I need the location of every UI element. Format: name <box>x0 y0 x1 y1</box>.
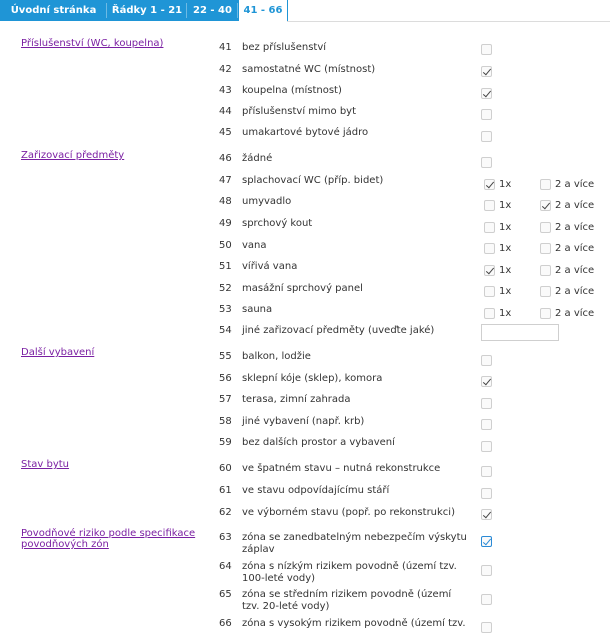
row-checkbox[interactable] <box>481 157 492 168</box>
row-number: 59 <box>219 437 232 448</box>
option-1x-label: 1x <box>499 265 512 276</box>
row-number: 49 <box>219 218 232 229</box>
option-2-a-vice-checkbox[interactable] <box>540 265 551 276</box>
row-label: sauna <box>242 304 273 315</box>
option-2-a-vice-label: 2 a více <box>555 265 595 276</box>
row-number: 57 <box>219 394 232 405</box>
option-2-a-vice-label: 2 a více <box>555 222 595 233</box>
row-checkbox[interactable] <box>481 488 492 499</box>
row-label: zóna se středním rizikem povodně (území tzv. 20-leté vody) <box>242 589 452 612</box>
row-checkbox[interactable] <box>481 355 492 366</box>
row-checkbox[interactable] <box>481 376 492 387</box>
row-number: 63 <box>219 532 232 543</box>
row-number: 52 <box>219 283 232 294</box>
row-number: 64 <box>219 561 232 572</box>
option-2-a-vice-label: 2 a více <box>555 200 595 211</box>
row-checkbox[interactable] <box>481 441 492 452</box>
row-checkbox[interactable] <box>481 66 492 77</box>
tab-22-40[interactable]: 22 - 40 <box>187 0 238 21</box>
row-label: umyvadlo <box>242 196 292 207</box>
row-label: ve špatném stavu – nutná rekonstrukce <box>242 463 441 474</box>
row-label: sklepní kóje (sklep), komora <box>242 373 383 384</box>
option-2-a-vice-checkbox[interactable] <box>540 243 551 254</box>
row-number: 62 <box>219 507 232 518</box>
option-1x-checkbox[interactable] <box>484 200 495 211</box>
option-2-a-vice-label: 2 a více <box>555 286 595 297</box>
option-2-a-vice-label: 2 a více <box>555 179 595 190</box>
row-number: 53 <box>219 304 232 315</box>
row-label: vířivá vana <box>242 261 298 272</box>
row-label: splachovací WC (příp. bidet) <box>242 175 384 186</box>
row-label: bez příslušenství <box>242 42 327 53</box>
row-checkbox[interactable] <box>481 131 492 142</box>
other-fixtures-input[interactable] <box>481 324 559 341</box>
section-stav-bytu[interactable]: Stav bytu <box>21 459 70 470</box>
option-1x-checkbox[interactable] <box>484 222 495 233</box>
row-label: ve výborném stavu (popř. po rekonstrukci) <box>242 507 455 518</box>
row-checkbox[interactable] <box>481 466 492 477</box>
option-2-a-vice-checkbox[interactable] <box>540 286 551 297</box>
option-1x-label: 1x <box>499 308 512 319</box>
row-label: zóna s vysokým rizikem povodně (území tzv. <box>242 618 466 629</box>
row-label: zóna s nízkým rizikem povodně (území tzv. 100-leté vody) <box>242 561 457 584</box>
row-number: 56 <box>219 373 232 384</box>
row-number: 55 <box>219 351 232 362</box>
row-label: umakartové bytové jádro <box>242 127 369 138</box>
row-checkbox[interactable] <box>481 509 492 520</box>
option-1x-label: 1x <box>499 200 512 211</box>
row-checkbox[interactable] <box>481 109 492 120</box>
row-number: 48 <box>219 196 232 207</box>
row-checkbox[interactable] <box>481 88 492 99</box>
option-1x-label: 1x <box>499 286 512 297</box>
row-number: 42 <box>219 64 232 75</box>
row-label: ve stavu odpovídajícímu stáří <box>242 485 390 496</box>
row-label: sprchový kout <box>242 218 313 229</box>
row-label: žádné <box>242 153 273 164</box>
row-number: 65 <box>219 589 232 600</box>
option-2-a-vice-label: 2 a více <box>555 243 595 254</box>
row-number: 44 <box>219 106 232 117</box>
tab-radky-1-21[interactable]: Řádky 1 - 21 <box>107 0 187 21</box>
row-checkbox[interactable] <box>481 44 492 55</box>
option-2-a-vice-label: 2 a více <box>555 308 595 319</box>
row-number: 43 <box>219 85 232 96</box>
row-label: příslušenství mimo byt <box>242 106 357 117</box>
option-2-a-vice-checkbox[interactable] <box>540 308 551 319</box>
option-2-a-vice-checkbox[interactable] <box>540 222 551 233</box>
row-label: zóna se zanedbatelným nebezpečím výskytu záplav <box>242 532 467 555</box>
row-checkbox[interactable] <box>481 594 492 605</box>
section-povodnove-riziko[interactable]: Povodňové riziko podle specifikace povodňových zón <box>21 528 196 550</box>
row-number: 51 <box>219 261 232 272</box>
row-number: 60 <box>219 463 232 474</box>
option-1x-label: 1x <box>499 222 512 233</box>
option-1x-checkbox[interactable] <box>484 243 495 254</box>
row-number: 50 <box>219 240 232 251</box>
row-label: vana <box>242 240 267 251</box>
option-2-a-vice-checkbox[interactable] <box>540 179 551 190</box>
row-label: masážní sprchový panel <box>242 283 363 294</box>
option-1x-checkbox[interactable] <box>484 308 495 319</box>
option-1x-checkbox[interactable] <box>484 286 495 297</box>
row-number: 45 <box>219 127 232 138</box>
option-1x-checkbox[interactable] <box>484 265 495 276</box>
option-1x-label: 1x <box>499 243 512 254</box>
tab-bar-filler <box>287 0 610 22</box>
row-label: jiné vybavení (např. krb) <box>242 416 365 427</box>
row-checkbox[interactable] <box>481 419 492 430</box>
option-1x-checkbox[interactable] <box>484 179 495 190</box>
row-checkbox[interactable] <box>481 398 492 409</box>
tab-bar <box>0 0 610 21</box>
option-1x-label: 1x <box>499 179 512 190</box>
row-label: jiné zařizovací předměty (uveďte jaké) <box>242 325 435 336</box>
row-label: terasa, zimní zahrada <box>242 394 351 405</box>
row-label: balkon, lodžie <box>242 351 311 362</box>
row-checkbox[interactable] <box>481 565 492 576</box>
row-label: samostatné WC (místnost) <box>242 64 376 75</box>
row-number: 47 <box>219 175 232 186</box>
section-dalsi-vybaveni[interactable]: Další vybavení <box>21 347 95 358</box>
tab-41-66[interactable]: 41 - 66 <box>238 0 288 21</box>
row-label: koupelna (místnost) <box>242 85 342 96</box>
row-number: 46 <box>219 153 232 164</box>
tab-uvodni-stranka[interactable]: Úvodní stránka <box>0 0 107 21</box>
row-number: 58 <box>219 416 232 427</box>
section-prislusenstvi[interactable]: Příslušenství (WC, koupelna) <box>21 38 164 49</box>
option-2-a-vice-checkbox[interactable] <box>540 200 551 211</box>
row-number: 61 <box>219 485 232 496</box>
row-checkbox[interactable] <box>481 622 492 633</box>
row-number: 66 <box>219 618 232 629</box>
row-checkbox[interactable] <box>481 536 492 547</box>
section-zarizovaci-predmety[interactable]: Zařizovací předměty <box>21 150 125 161</box>
row-number: 54 <box>219 325 232 336</box>
row-label: bez dalších prostor a vybavení <box>242 437 395 448</box>
row-number: 41 <box>219 42 232 53</box>
